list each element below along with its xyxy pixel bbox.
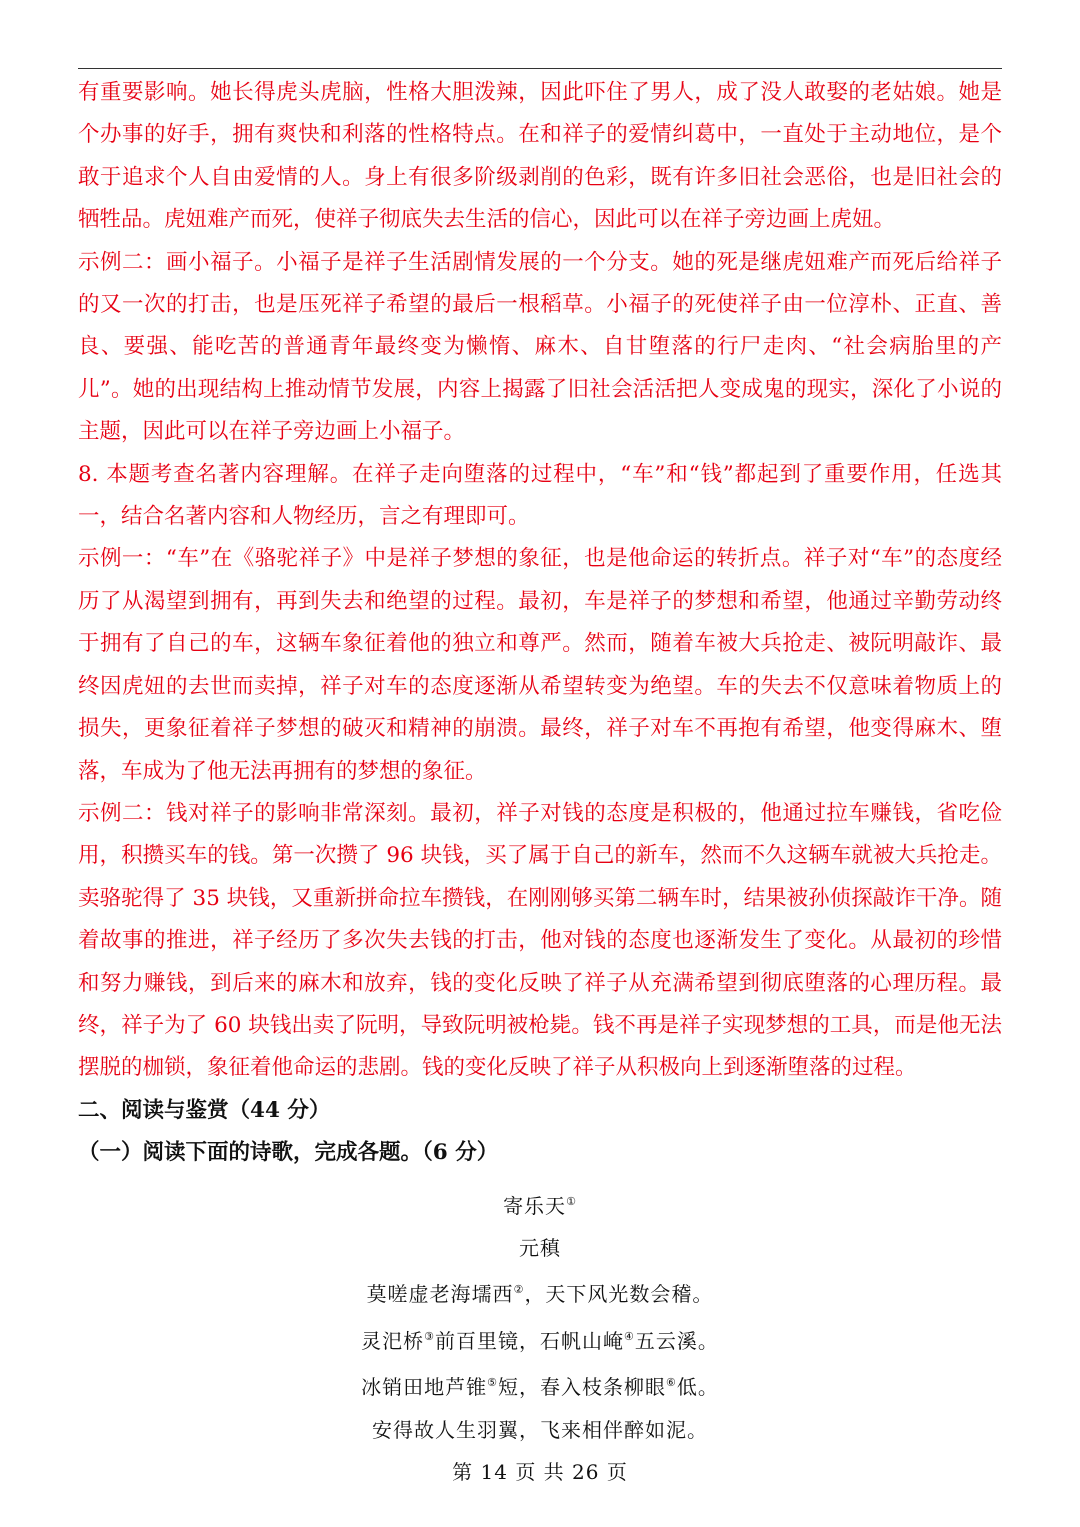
poem-title-text: 寄乐天 [503,1193,567,1218]
poem-line-text: 冰销田地芦锥 [361,1375,488,1400]
poem-footnote-marker: ⑥ [666,1376,677,1390]
page-content [78,72,1002,1451]
poem-title [78,1181,1002,1227]
poem-footnote-marker: ③ [424,1329,435,1343]
answer-paragraph-example-car: 示例一：“车”在《骆驼祥子》中是祥子梦想的象征，也是他命运的转折点。祥子对“车”的态度经历了从渴望到拥有，再到失去和绝望的过程。最初，车是祥子的梦想和希望，他通过辛勤劳动终于拥有了自己的车，这辆车象征着他的独立和尊严。然而，随着车被大兵抢走、被阮明敲诈、最终因虎妞的去世而卖掉，祥子对车的态度逐渐从希望转变为绝望。车的失去不仅意味着物质上的损失，更象征着祥子梦想的破灭和精神的崩溃。最终，祥子对车不再抱有希望，他变得麻木、堕落，车成为了他无法再拥有的梦想的象征。 [78,546,1002,784]
subsection-heading: （一）阅读下面的诗歌，完成各题。（6 分） [78,1140,499,1166]
poem-line [78,1362,1002,1408]
answer-paragraph-example-money: 示例二：钱对祥子的影响非常深刻。最初，祥子对钱的态度是积极的，他通过拉车赚钱，省吃俭用，积攒买车的钱。第一次攒了 96 块钱，买了属于自己的新车，然而不久这辆车就被大兵抢走。卖骆驼得了 35 块钱，又重新拼命拉车攒钱，在刚刚够买第二辆车时，结果被孙侦探敲诈干净。随着故事的推进，祥子经历了多次失去钱的打击，他对钱的态度也逐渐发生了变化。从最初的珍惜和努力赚钱，到后来的麻木和放弃，钱的变化反映了祥子从充满希望到彻底堕落的心理历程。最终，祥子为了 60 块钱出卖了阮明，导致阮明被枪毙。钱不再是祥子实现梦想的工具，而是他无法摆脱的枷锁，象征着他命运的悲剧。钱的变化反映了祥子从积极向上到逐渐堕落的过程。 [78,800,1002,1081]
answer-paragraph-huniu: 有重要影响。她长得虎头虎脑，性格大胆泼辣，因此吓住了男人，成了没人敢娶的老姑娘。她是个办事的好手，拥有爽快和利落的性格特点。在和祥子的爱情纠葛中，一直处于主动地位，是个敢于追求个人自由爱情的人。身上有很多阶级剥削的色彩，既有许多旧社会恶俗，也是旧社会的牺牲品。虎妞难产而死，使祥子彻底失去生活的信心，因此可以在祥子旁边画上虎妞。 [78,80,1002,233]
poem-footnote-marker: ② [513,1283,525,1297]
poem-line [78,1409,1002,1451]
poem-line-text: 莫嗟虚老海壖西 [366,1282,514,1307]
poem-line-text: 灵汜桥 [361,1328,425,1353]
poem [78,1181,1002,1451]
poem-title-note: ① [566,1194,577,1208]
poem-lines [78,1269,1002,1451]
poem-line-text: 安得故人生羽翼，飞来相伴醉如泥。 [372,1417,708,1442]
poem-footnote-marker: ④ [624,1329,635,1343]
section-heading: 二、阅读与鉴赏（44 分） [78,1097,331,1123]
poem-footnote-marker: ⑤ [487,1376,498,1390]
page-footer: 第 14 页 共 26 页 [452,1460,628,1484]
poem-line-text: 前百里镜，石帆山崦 [435,1328,624,1353]
poem-line-text: 五云溪。 [634,1328,719,1353]
poem-line-text: 短，春入枝条柳眼 [498,1375,666,1400]
header-rule [78,68,1002,69]
answer-paragraph-xiaofuzi: 示例二：画小福子。小福子是祥子生活剧情发展的一个分支。她的死是继虎妞难产而死后给祥子的又一次的打击，也是压死祥子希望的最后一根稻草。小福子的死使祥子由一位淳朴、正直、善良、要强、能吃苦的普通青年最终变为懒惰、麻木、自甘堕落的行尸走肉、“社会病胎里的产儿”。她的出现结构上推动情节发展，内容上揭露了旧社会活活把人变成鬼的现实，深化了小说的主题，因此可以在祥子旁边画上小福子。 [78,249,1002,445]
poem-line [78,1316,1002,1362]
poem-line-text: 低。 [676,1375,719,1400]
poem-line [78,1269,1002,1315]
poem-line-text: ，天下风光数会稽。 [524,1282,714,1307]
answer-paragraph-q8: 8. 本题考查名著内容理解。在祥子走向堕落的过程中，“车”和“钱”都起到了重要作用，任选其一，结合名著内容和人物经历，言之有理即可。 [78,461,1002,530]
poem-author: 元稹 [519,1235,561,1260]
